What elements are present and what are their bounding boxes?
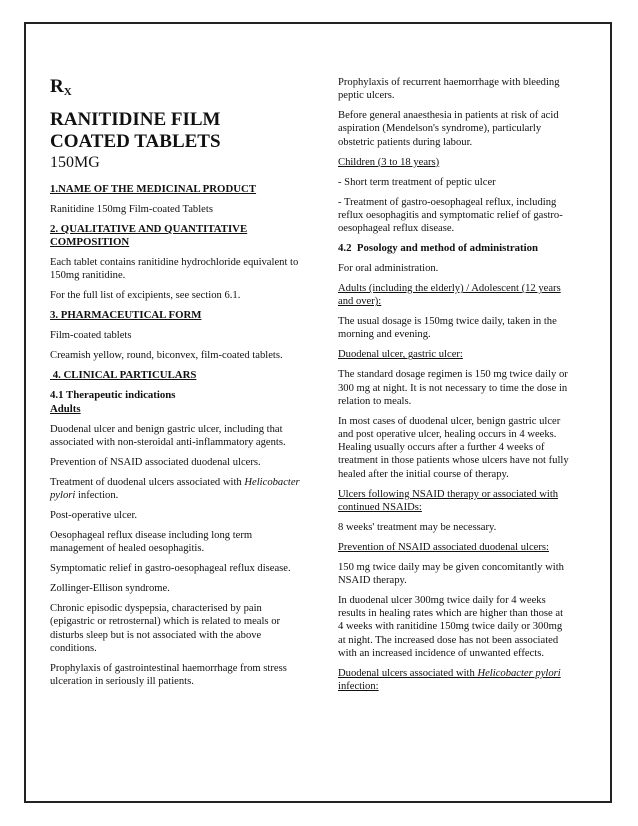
h-pylori-heading: Duodenal ulcers associated with Helicobacter pylori infection: <box>338 667 561 693</box>
rx-symbol: $R_X$ <box>50 76 72 98</box>
product-title-line-2: COATED TABLETS <box>50 131 221 152</box>
section-3-heading: 3. PHARMACEUTICAL FORM <box>50 309 202 322</box>
indication-paragraph: Before general anaesthesia in patients at risk of acid aspiration (Mendelson's syndrome), particularly obstetric patients during labour. <box>338 110 559 148</box>
indication-paragraph: Symptomatic relief in gastro-oesophageal reflux disease. <box>50 563 291 575</box>
section-4-1-heading: 4.1 Therapeutic indications <box>50 389 176 402</box>
posology-paragraph: In most cases of duodenal ulcer, benign gastric ulcer and post operative ulcer, healing occurs in 4 weeks. Healing usually occurs after a further 4 weeks of treatment in those patients whose ulcers have not fully healed after the initial course of therapy. <box>338 415 569 480</box>
section-4-2-heading: 4.2 Posology and method of administration <box>338 242 539 255</box>
posology-paragraph: 8 weeks' treatment may be necessary. <box>338 521 497 533</box>
section-1-text: Ranitidine 150mg Film-coated Tablets <box>50 204 213 215</box>
posology-paragraph: For oral administration. <box>338 263 439 275</box>
product-title-line-1: RANITIDINE FILM <box>50 109 221 130</box>
adults-elderly-heading: Adults (including the elderly) / Adolescent (12 years and over): <box>338 283 561 308</box>
section-3-paragraph: Creamish yellow, round, biconvex, film-coated tablets. <box>50 350 283 362</box>
section-2-heading: 2. QUALITATIVE AND QUANTITATIVE COMPOSITION <box>50 223 248 249</box>
indication-paragraph: Prevention of NSAID associated duodenal ulcers. <box>50 456 261 468</box>
indication-paragraph: Oesophageal reflux disease including long term management of healed oesophagitis. <box>50 530 253 555</box>
children-heading: Children (3 to 18 years) <box>338 156 440 168</box>
indication-paragraph: Zollinger-Ellison syndrome. <box>50 583 170 595</box>
indication-paragraph: Treatment of duodenal ulcers associated with Helicobacter pylori infection. <box>50 476 300 502</box>
indication-paragraph: - Treatment of gastro-oesophageal reflux, including reflux oesophagitis and symptomatic relief of gastro-oesophageal reflux disease. <box>338 196 563 235</box>
duodenal-ulcer-heading: Duodenal ulcer, gastric ulcer: <box>338 349 463 361</box>
section-4-heading: 4. CLINICAL PARTICULARS <box>50 369 197 382</box>
posology-paragraph: In duodenal ulcer 300mg twice daily for 4 weeks results in healing rates which are higher than those at 4 weeks with ranitidine 150mg twice daily or 300mg at night. The increased dose has not been associated with an increased incidence of unwanted effects. <box>338 595 564 659</box>
left-column <box>50 76 300 695</box>
indication-paragraph: Prophylaxis of gastrointestinal haemorrhage from stress ulceration in seriously ill patients. <box>50 662 287 688</box>
indication-paragraph: Prophylaxis of recurrent haemorrhage with bleeding peptic ulcers. <box>338 77 560 102</box>
product-strength: 150MG <box>50 154 100 171</box>
section-1-heading: 1.NAME OF THE MEDICINAL PRODUCT <box>50 183 257 195</box>
indication-paragraph: Post-operative ulcer. <box>50 510 138 522</box>
indication-paragraph: Chronic episodic dyspepsia, characterised by pain (epigastric or retrosternal) which is related to meals or disturbs sleep but is not associated with the above conditions. <box>50 603 281 654</box>
section-2-paragraph: Each tablet contains ranitidine hydrochloride equivalent to 150mg ranitidine. <box>50 257 299 282</box>
section-3-paragraph: Film-coated tablets <box>50 330 132 342</box>
indication-paragraph: - Short term treatment of peptic ulcer <box>338 176 496 188</box>
nsaid-ulcers-heading: Ulcers following NSAID therapy or associated with continued NSAIDs: <box>338 488 559 513</box>
posology-paragraph: The standard dosage regimen is 150 mg twice daily or 300 mg at night. It is not necessary to time the dose in relation to meals. <box>338 369 568 407</box>
nsaid-prevention-heading: Prevention of NSAID associated duodenal ulcers: <box>338 541 549 553</box>
right-column <box>338 76 570 693</box>
posology-paragraph: 150 mg twice daily may be given concomitantly with NSAID therapy. <box>338 561 564 587</box>
section-2-paragraph: For the full list of excipients, see section 6.1. <box>50 290 241 302</box>
posology-paragraph: The usual dosage is 150mg twice daily, taken in the morning and evening. <box>338 316 557 341</box>
adults-heading: Adults <box>50 402 81 415</box>
indication-paragraph: Duodenal ulcer and benign gastric ulcer, including that associated with non-steroidal anti-inflammatory agents. <box>50 423 286 448</box>
